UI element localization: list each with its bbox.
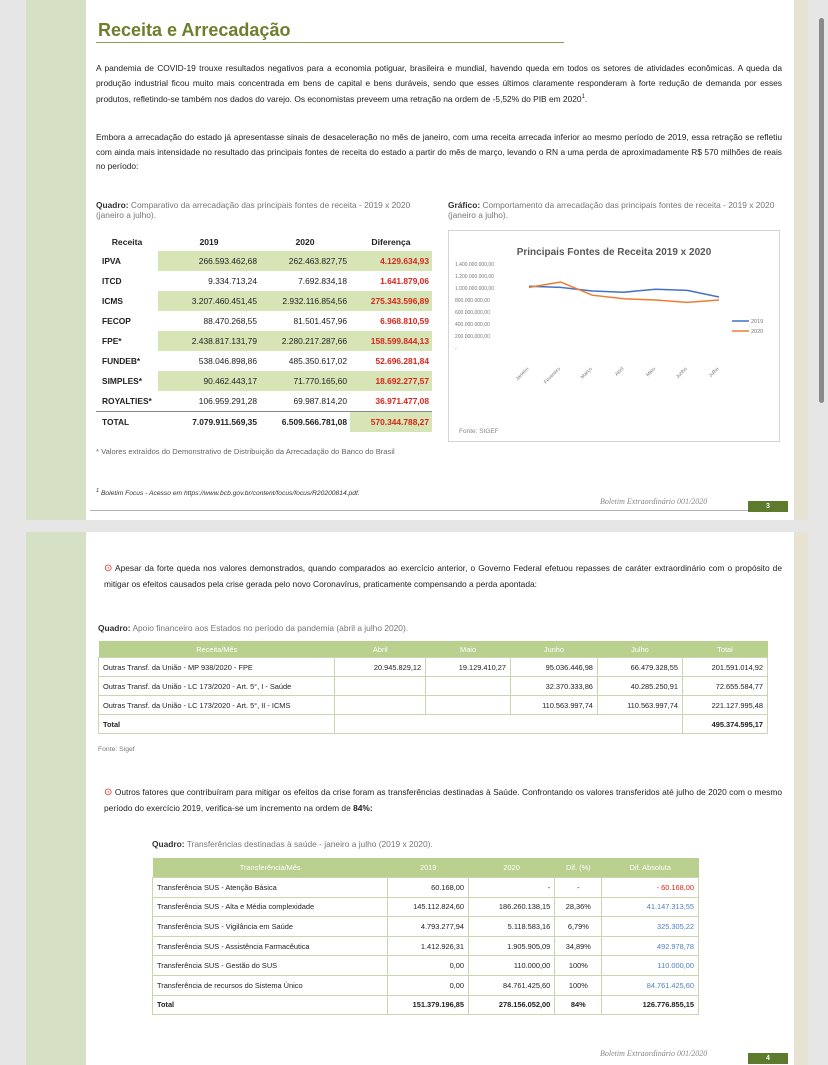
table-cell: Transferência SUS - Alta e Média complexidade: [153, 897, 388, 917]
table-cell: 2.932.116.854,56: [260, 291, 350, 311]
table-header: Diferença: [371, 237, 411, 247]
y-tick-label: 1.200.000.000,00: [455, 274, 494, 280]
table-cell: 9.334.713,24: [208, 276, 257, 286]
table-cell: [426, 677, 511, 696]
table-cell: 6.968.810,59: [380, 316, 429, 326]
page-4: [26, 532, 808, 1065]
chart-plot: [449, 231, 779, 431]
table-cell: 145.112.824,60: [388, 897, 469, 917]
table-cell: [335, 677, 426, 696]
table-header: Receita/Mês: [99, 641, 335, 658]
quadro-apoio-caption: Quadro: Apoio financeiro aos Estados no período da pandemia (abril a julho 2020).: [98, 623, 409, 633]
x-tick-label: Junho: [674, 366, 689, 381]
table-row: [96, 391, 432, 412]
table-cell: 88.470.268,55: [203, 316, 257, 326]
table-cell: FECOP: [102, 316, 131, 326]
table-header: Transferência/Mês: [153, 858, 388, 878]
table-row: [153, 878, 699, 898]
table-cell: 1.412.926,31: [388, 936, 469, 956]
paragraph-saude: ⊙ Outros fatores que contribuíram para mitigar os efeitos da crise foram as transferências destinadas à Saúde. Confrontando os valores transferidos até julho de 2020 com o mesmo período do exercício 2019, verifica-se um incremento na ordem de 84%:: [104, 787, 782, 813]
section-title: Receita e Arrecadação: [98, 20, 291, 40]
footer-boletim: Boletim Extraordinário 001/2020: [600, 1049, 708, 1058]
table-cell: 4.793.277,94: [388, 917, 469, 937]
table-row: [96, 351, 432, 371]
table-row: [99, 696, 768, 715]
table-row: [153, 897, 699, 917]
table-cell: ROYALTIES*: [102, 396, 152, 406]
table-cell: Outras Transf. da União - LC 173/2020 - Art. 5°, II - ICMS: [99, 696, 335, 715]
table-header: 2020: [295, 237, 315, 247]
y-tick-label: 400.000.000,00: [455, 322, 490, 328]
table-row: [153, 936, 699, 956]
table-cell: 40.285.250,91: [597, 677, 682, 696]
series-line-2019: [529, 286, 719, 297]
legend-label: 2019: [751, 319, 764, 325]
grafico-caption: Gráfico: Comportamento da arrecadação das principais fontes de receita - 2019 x 2020 (janeiro a julho).: [448, 200, 775, 220]
table-total-row: [96, 412, 432, 433]
table-row: [99, 658, 768, 677]
paragraph-apoio: ⊙ Apesar da forte queda nos valores demonstrados, quando comparados ao exercício anterior, o Governo Federal efetuou repasses de caráter extraordinário com o propósito de mitigar os efeitos causados pela crise gerada pelo novo Coronavírus, praticamente compensando a perda apontada:: [104, 563, 782, 589]
table-cell: 90.462.443,17: [158, 371, 260, 391]
table-cell: 1.641.879,06: [380, 276, 429, 286]
table-cell: 32.370.333,86: [510, 677, 597, 696]
table-header: 2019: [199, 237, 219, 247]
table-row: [153, 956, 699, 976]
y-tick-label: 600.000.000,00: [455, 310, 490, 316]
table-cell: 106.959.291,28: [198, 396, 257, 406]
table-cell: 28,36%: [555, 897, 602, 917]
table-header: Junho: [510, 641, 597, 658]
x-tick-label: Julho: [707, 366, 721, 379]
chart-source: Fonte: SIGEF: [459, 428, 499, 435]
table-total-row: [153, 995, 699, 1015]
y-tick-label: 1.000.000.000,00: [455, 286, 494, 292]
table-cell: 570.344.788,27: [350, 412, 432, 433]
table-cell: 278.156.052,00: [469, 995, 555, 1015]
table-cell: 2.280.217.287,66: [260, 331, 350, 351]
paragraph-2: Embora a arrecadação do estado já apresentasse sinais de desaceleração no mês de janeiro, com uma receita arrecada inferior ao mesmo período de 2019, essa retração se refletiu com ainda mais intensidade no resultado das principais fontes de receita do estado a partir do mês de março, levando o RN a uma perda de aproximadamente R$ 570 milhões de reais no período:: [96, 132, 782, 171]
table-cell: 0,00: [388, 975, 469, 995]
table-cell: 69.987.814,20: [293, 396, 347, 406]
table-cell: 7.692.834,18: [298, 276, 347, 286]
federal-support-table: [98, 641, 768, 734]
table-cell: [426, 696, 511, 715]
table-row: [96, 311, 432, 331]
table-header: Maio: [426, 641, 511, 658]
table-cell: Outras Transf. da União - LC 173/2020 - Art. 5°, I - Saúde: [99, 677, 335, 696]
table-cell: FUNDEB*: [102, 356, 141, 366]
table-cell: 100%: [555, 956, 602, 976]
table-row: [96, 271, 432, 291]
scrollbar[interactable]: [819, 18, 824, 403]
table-row: [96, 291, 432, 311]
table-cell: 126.776.855,15: [602, 995, 699, 1015]
table-source: Fonte: Sigef: [98, 746, 135, 753]
table-cell: [335, 696, 426, 715]
table-cell: 110.000,00: [469, 956, 555, 976]
table-cell: Total: [99, 715, 335, 734]
page-number: 3: [748, 501, 788, 512]
table-cell: 71.770.165,60: [260, 371, 350, 391]
chart-title: Principais Fontes de Receita 2019 x 2020: [516, 247, 712, 258]
table-cell: 2.438.817.131,79: [158, 331, 260, 351]
table-cell: 151.379.196,85: [388, 995, 469, 1015]
quadro-caption: Quadro: Comparativo da arrecadação das principais fontes de receita - 2019 x 2020 (janeiro a julho).: [96, 200, 411, 220]
table-cell: Transferência SUS - Assistência Farmacêutica: [153, 936, 388, 956]
x-tick-label: Fevereiro: [542, 366, 563, 386]
paragraph-1: A pandemia de COVID-19 trouxe resultados negativos para a economia potiguar, brasileira e mundial, havendo queda em todos os setores de atividades econômicas. A queda da produção industrial ficou muito mais concentrada em bens de capital e bens duráveis, sendo que esses últimos claramente responderam à forte redução de demanda por esses produtos, refletindo-se também nos dados do varejo. Os economistas preveem uma retração na ordem de -5,52% do PIB em 2020$^1$.: [96, 63, 782, 104]
table-cell: 325.305,22: [602, 917, 699, 937]
table-cell: FPE*: [102, 336, 122, 346]
table-cell: 84.761.425,60: [469, 975, 555, 995]
table-cell: Transferência SUS - Atenção Básica: [153, 878, 388, 898]
table-cell: - 60.168,00: [602, 878, 699, 898]
table-cell: 221.127.995,48: [682, 696, 767, 715]
table-row: [99, 677, 768, 696]
table-header: Receita: [111, 237, 143, 247]
table-cell: Transferência SUS - Vigilância em Saúde: [153, 917, 388, 937]
footer-rule: [90, 510, 760, 511]
table-cell: 52.696.281,84: [375, 356, 429, 366]
bullet-icon: ⊙: [104, 563, 113, 574]
table-cell: 6,79%: [555, 917, 602, 937]
table-cell: 266.593.462,68: [158, 251, 260, 271]
table-cell: 60.168,00: [388, 878, 469, 898]
table-cell: 100%: [555, 975, 602, 995]
table-cell: 495.374.595,17: [682, 715, 767, 734]
table-row: [96, 251, 432, 271]
table-note: * Valores extraídos do Demonstrativo de Distribuição da Arrecadação do Banco do Brasil: [96, 447, 395, 456]
table-cell: 66.479.328,55: [597, 658, 682, 677]
table-cell: 95.036.446,98: [510, 658, 597, 677]
table-cell: 5.118.583,16: [469, 917, 555, 937]
table-cell: 158.599.844,13: [350, 331, 432, 351]
table-cell: Total: [153, 995, 388, 1015]
table-cell: Transferência SUS - Gestão do SUS: [153, 956, 388, 976]
table-cell: 7.079.911.569,35: [158, 412, 260, 433]
table-cell: 538.046.898,86: [198, 356, 257, 366]
table-cell: 19.129.410,27: [426, 658, 511, 677]
table-row: [153, 917, 699, 937]
bullet-icon: ⊙: [104, 787, 113, 798]
right-decorative-band: [794, 0, 808, 520]
table-cell: IPVA: [102, 256, 121, 266]
left-decorative-band: [26, 532, 86, 1065]
legend-label: 2020: [751, 329, 764, 335]
table-header: Abril: [335, 641, 426, 658]
title-underline: [96, 42, 564, 43]
table-cell: 1.905.905,09: [469, 936, 555, 956]
table-cell: 492.978,78: [602, 936, 699, 956]
table-cell: ICMS: [102, 296, 123, 306]
table-cell: TOTAL: [96, 412, 158, 433]
table-cell: -: [469, 878, 555, 898]
table-cell: 41.147.313,55: [602, 897, 699, 917]
table-cell: 485.350.617,02: [288, 356, 347, 366]
table-header: 2020: [469, 858, 555, 878]
table-header: Total: [682, 641, 767, 658]
page-number: 4: [748, 1053, 788, 1064]
table-cell: 110.563.997,74: [510, 696, 597, 715]
revenue-line-chart: [448, 230, 780, 442]
table-row: [153, 975, 699, 995]
page-3: [26, 0, 808, 520]
table-cell: SIMPLES*: [102, 376, 143, 386]
table-cell: 110.000,00: [602, 956, 699, 976]
right-decorative-band: [794, 532, 808, 1065]
table-cell: 72.655.584,77: [682, 677, 767, 696]
table-header: Julho: [597, 641, 682, 658]
table-cell: 84.761.425,60: [602, 975, 699, 995]
table-cell: 201.591.014,92: [682, 658, 767, 677]
x-tick-label: Março: [579, 366, 594, 381]
table-cell: 34,89%: [555, 936, 602, 956]
table-total-row: [99, 715, 768, 734]
x-tick-label: Maio: [645, 366, 658, 379]
x-tick-label: Abril: [614, 366, 626, 378]
footnote: $^1$ Boletim Focus - Acesso em https://www.bcb.gov.br/content/focus/focus/R20200814.pdf.: [96, 488, 360, 498]
table-cell: 275.343.596,89: [350, 291, 432, 311]
revenue-comparison-table: [96, 233, 432, 432]
table-cell: 18.692.277,57: [350, 371, 432, 391]
quadro-saude-caption: Quadro: Transferências destinadas à saúde - janeiro a julho (2019 x 2020).: [152, 839, 433, 849]
table-header: 2019: [388, 858, 469, 878]
table-cell: 6.509.566.781,08: [260, 412, 350, 433]
table-cell: 110.563.997,74: [597, 696, 682, 715]
table-cell: 186.260.138,15: [469, 897, 555, 917]
y-tick-label: 1.400.000.000,00: [455, 262, 494, 268]
table-cell: Outras Transf. da União - MP 938/2020 - FPE: [99, 658, 335, 677]
table-cell: 3.207.460.451,45: [158, 291, 260, 311]
x-tick-label: Janeiro: [514, 366, 531, 383]
table-cell: 36.971.477,08: [375, 396, 429, 406]
y-tick-label: 200.000.000,00: [455, 334, 490, 340]
table-row: [96, 371, 432, 391]
left-decorative-band: [26, 0, 86, 520]
table-cell: -: [555, 878, 602, 898]
table-cell: Transferência de recursos do Sistema Único: [153, 975, 388, 995]
table-cell: 81.501.457,96: [293, 316, 347, 326]
table-cell: [335, 715, 682, 734]
y-tick-label: -: [455, 346, 457, 352]
table-header: Dif. (%): [555, 858, 602, 878]
y-tick-label: 800.000.000,00: [455, 298, 490, 304]
table-cell: 0,00: [388, 956, 469, 976]
table-cell: ITCD: [102, 276, 122, 286]
table-cell: 20.945.829,12: [335, 658, 426, 677]
table-cell: 84%: [555, 995, 602, 1015]
table-cell: 262.463.827,75: [260, 251, 350, 271]
table-row: [96, 331, 432, 351]
health-transfers-table: [152, 858, 699, 1015]
table-header: Dif. Absoluta: [602, 858, 699, 878]
table-cell: 4.129.634,93: [350, 251, 432, 271]
footer-boletim: Boletim Extraordinário 001/2020: [600, 497, 708, 506]
